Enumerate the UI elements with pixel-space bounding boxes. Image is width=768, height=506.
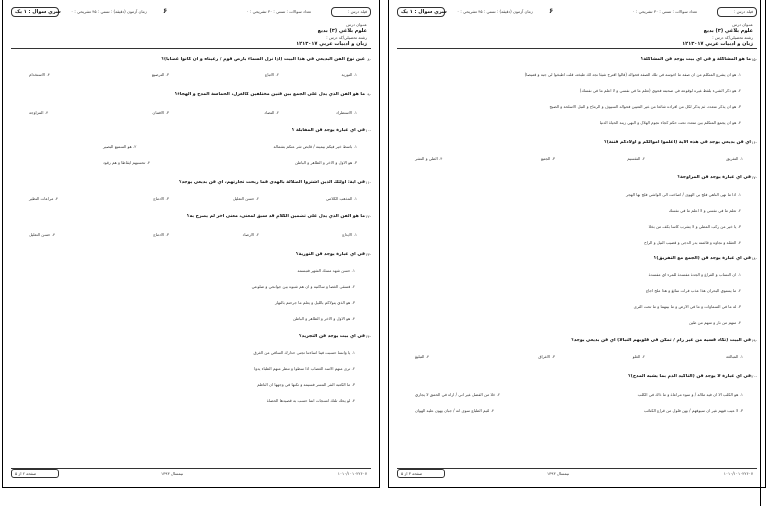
option: ۳. الترصيع [151, 72, 169, 77]
term-label: نيمسال ۱۳۹۳ [547, 471, 570, 476]
question-count: تعداد سوالات : تستي : ۳۰ تشريحي : ۰ [632, 9, 697, 14]
center-number: ۶ [549, 7, 554, 15]
course-title: علوم بلاغي (۳) بديع [703, 28, 753, 34]
question-number: ۱۴- [365, 334, 371, 339]
option: ۴. لئيم الطباع سوى انه / جبان يهون عليه الهوان [415, 408, 495, 413]
question-number: ۱۰- [365, 128, 371, 133]
question-text: ما هو الفن الذي يدل على الجمع بين فنين مختلفين كالغزل، الحماسة المدح و الهجاء؟ [174, 92, 365, 97]
major-value: زبان و ادبيات عربي ۱۲۱۳۰۱۷ [296, 41, 367, 47]
field-label: فيلد درس : [733, 9, 753, 14]
option: ۳. لا عيب فيهم غير ان سيوفهم / بهن فلول من قراع الكتائب [643, 408, 743, 413]
option: ۴. المزاوجة [29, 110, 49, 115]
exam-page-right [388, 0, 766, 488]
question-number: ۱۶- [751, 140, 757, 145]
question-series: سري سوال : ۱ يک [401, 9, 447, 15]
option: ۱. التورية [341, 72, 357, 77]
option: ۱. حسن شهد مسك الشهر فتبسمه [297, 268, 355, 273]
question-text: في آية: اولئك الذين اشتروا الضلالة بالهدى فما ربحت تجارتهم، اي فن بديعي يوجد؟ [178, 180, 365, 185]
option: ۳. الافتنان [152, 110, 169, 115]
option: ۴. التبليغ [415, 354, 430, 359]
option: ۲. حسن التعليل [232, 196, 259, 201]
major-label: رشته تحصيلي/کد درس : [326, 35, 367, 40]
question-number: ۹- [367, 92, 371, 97]
option: ۴. هو الاول و الاخر و الظاهر و الباطن [292, 316, 355, 321]
term-label: نيمسال ۱۳۹۳ [161, 471, 184, 476]
option: ۲. فسقى الغضا و ساكنيه و ان هم شبوه بين جوانحي و ضلوعي [251, 284, 355, 289]
option: ۲. الارصاد [242, 232, 259, 237]
question-text: ما هو المشاكلة و في اي بيت يوجد فن المشاكلة؟ [640, 57, 751, 62]
option: ۳. ما الكعبة النثر المسر فسيمه و تكنها في وجهها ان الناظم [257, 382, 355, 387]
question-series: سري سوال : ۱ يک [15, 9, 61, 15]
question-number: ۲۰- [751, 374, 757, 379]
option: ۱. ان النساب و الفراغ و الجدة مفسدة للمرء اي مفسدة [648, 272, 741, 277]
question-text: في اي عبارة يوجد فن (الجمع مع التفريق)؟ [653, 256, 751, 261]
question-text: في اي عبارة يوجد فن المزاوجة؟ [677, 175, 751, 180]
exam-time: زمان آزمون (دقيقه) : تستي : ۴۵ تشريحي : ۰ [457, 9, 533, 14]
exam-header [397, 4, 757, 46]
option: ۴. تحسبهم ايقاظا و هم رقود [103, 160, 151, 165]
exam-footer [397, 469, 757, 479]
option: ۲. التضاد [264, 110, 279, 115]
option: ۳. الاغراق [538, 354, 555, 359]
option: ۱. التفريق [726, 156, 743, 161]
course-title: علوم بلاغي (۳) بديع [317, 28, 367, 34]
option: ۴. هو ان يجمع المتكلم بين متعدد تحت حكم كجاء نجوم الهلال و البهي زينة الحياة الدنيا [599, 120, 741, 125]
option: ۳. الادماج [153, 196, 169, 201]
option: ۱. الاستطراد [335, 110, 357, 115]
header-divider [11, 48, 371, 49]
option: ۱. هو ان يشرع المتكلم من ان صفة ما اخوسه في تلك الصفة فحوالد (قالوا اقترح شيئا نجد لك طبخه، قلت اطبخوا لي جبة و قميصا) [524, 72, 741, 77]
question-count: تعداد سوالات : تستي : ۳۰ تشريحي : ۰ [246, 9, 311, 14]
option: ۲. الاتباع [264, 72, 279, 77]
option: ۳. هو الاول و الاخر و الظاهر و الباطن [294, 160, 357, 165]
question-text: في اي بيت يوجد فن التجريد؟ [299, 334, 365, 339]
option: ۱. باسط خير فيكم بيمينه / قابض شر عنكم بشماله [273, 144, 357, 149]
page-number: صفحه ۳ از ۵ [401, 471, 423, 476]
option: ۳. الجمع [540, 156, 555, 161]
course-label: عنـوان درس [346, 22, 367, 27]
question-number: ۱۳- [365, 252, 371, 257]
option: ۳. له ما في السماوات و ما في الارض و ما بينهما و ما تحت الثرى [633, 304, 741, 309]
question-text: اي فن بديعي يوجد في هذه الآية (اعلموا اموالكم و اولادكم فتنة)؟ [604, 140, 751, 145]
option: ۴. مراعات النظير [29, 196, 59, 201]
viewer-edge [760, 0, 761, 506]
option: ۴. لو يحك تلتك انسجات انما حسب به قصيدها الحصاة [266, 398, 355, 403]
question-number: ۱۱- [365, 180, 371, 185]
question-number: ۸- [367, 57, 371, 62]
option: ۲. هو ذكر الشيء بلفظ غيره لوقوعه في صحبته فحوي (تعلم ما في نفسي و لا اعلم ما في نفسك) [579, 88, 741, 93]
option: ۴. الاستخدام [29, 72, 50, 77]
option: ۴. الطي و النشر [415, 156, 443, 161]
option: ۳. هو ان يذكر متعدد، ثم يذكر لكل من افراده شائعا من غير التعيين فحوالد السيوف و الرماح و النبل الاسلحة و الضيح [549, 104, 741, 109]
option: ۲. ما يستوي البحران هذا عذب فرات سائغ و هذا ملح اجاج [645, 288, 741, 293]
option: ۳. الادماج [153, 232, 169, 237]
option: ۱. المبالغة [725, 354, 743, 359]
question-text: في اي عبارة لا يوجد فن (التاكيد الذم بما يشبه المدح)؟ [628, 374, 751, 379]
major-value: زبان و ادبيات عربي ۱۲۱۳۰۱۷ [682, 41, 753, 47]
option: ۳. يا خير من ركب المطي و لا يشرب كاسا بكف من بخلا [648, 224, 741, 229]
question-number: ۱۲- [365, 214, 371, 219]
question-number: ۱۸- [751, 256, 757, 261]
exam-code: ۱۰۱۰/۱۰۱۰۲۲۶۰۷ [723, 471, 753, 476]
major-label: رشته تحصيلي/کد درس : [712, 35, 753, 40]
question-text: ما هو الفن الذي يدل على تضمين الكلام قد سبق لمعنى، معنى آخر لم يصرح به؟ [186, 214, 365, 219]
header-divider [397, 48, 757, 49]
option: ۲. ترى منهم الاسد الغضاب اذا سطوا و تنظر منهم الظباء يدوا [254, 366, 355, 371]
option: ۲. تعلم ما في نفسي و لا اعلم ما في نفسك [668, 208, 741, 213]
exam-page-left [2, 0, 380, 488]
question-text: عين نوع الفن البديعي في هذا البيت (اذا نزل السماء بارض قوم / رعيناه و ان كانوا غضابا)؟ [161, 57, 365, 62]
question-number: ۱۵- [751, 57, 757, 62]
center-number: ۶ [163, 7, 168, 15]
option: ۱. المذهب الكلامي [325, 196, 357, 201]
field-label: فيلد درس : [347, 9, 367, 14]
option: ۲. الغلو [632, 354, 645, 359]
question-number: ۱۹- [751, 338, 757, 343]
question-number: ۱۷- [751, 175, 757, 180]
option: ۱. يا وانسا حسبت فينا اساءتنا تجنى حدارك السافي من الغرق [253, 350, 355, 355]
exam-footer [11, 469, 371, 479]
option: ۲. خلا من الفضل غير اني / اراه في الحمق لا يجاري [415, 392, 501, 397]
option: ۲. هو السميع البصير [103, 144, 137, 149]
option: ۴. حسن التعليل [29, 232, 56, 237]
question-text: في البيت (تكاد قسيه من غير رام / تمكن في قلوبهم النبالا) اي فن بديعي يوجد؟ [571, 338, 751, 343]
option: ۲. التقسيم [627, 156, 645, 161]
exam-code: ۱۰۱۰/۱۰۱۰۲۲۶۰۷ [337, 471, 367, 476]
exam-time: زمان آزمون (دقيقه) : تستي : ۴۵ تشريحي : ۰ [71, 9, 147, 14]
option: ۴. العقلة و نجاوه و قائمته بدر الدجى و قضيب النيل و الراح [644, 240, 741, 245]
option: ۱. هو الكلب الا ان فيه ملالة / و سوء مراعاة و ما ذاك في الكلب [637, 392, 743, 397]
option: ۴. منهم من نار و منهم من طين [688, 320, 741, 325]
exam-header [11, 4, 371, 46]
option: ۱. اذا ما نهى الناهي فلج بي الهوى / اصاخت الى الواشي فلج بها الهجر [625, 192, 741, 197]
option: ۱. الايداع [342, 232, 357, 237]
question-text: في اي عبارة يوجد فن المقابلة ؟ [291, 128, 365, 133]
page-number: صفحه ۲ از ۵ [15, 471, 37, 476]
question-text: في اي عبارة يوجد فن التورية؟ [295, 252, 365, 257]
course-label: عنـوان درس [732, 22, 753, 27]
option: ۳. هو الذي يتولاكم بالليل و يعلم ما جرحتم بالنهار [274, 300, 355, 305]
